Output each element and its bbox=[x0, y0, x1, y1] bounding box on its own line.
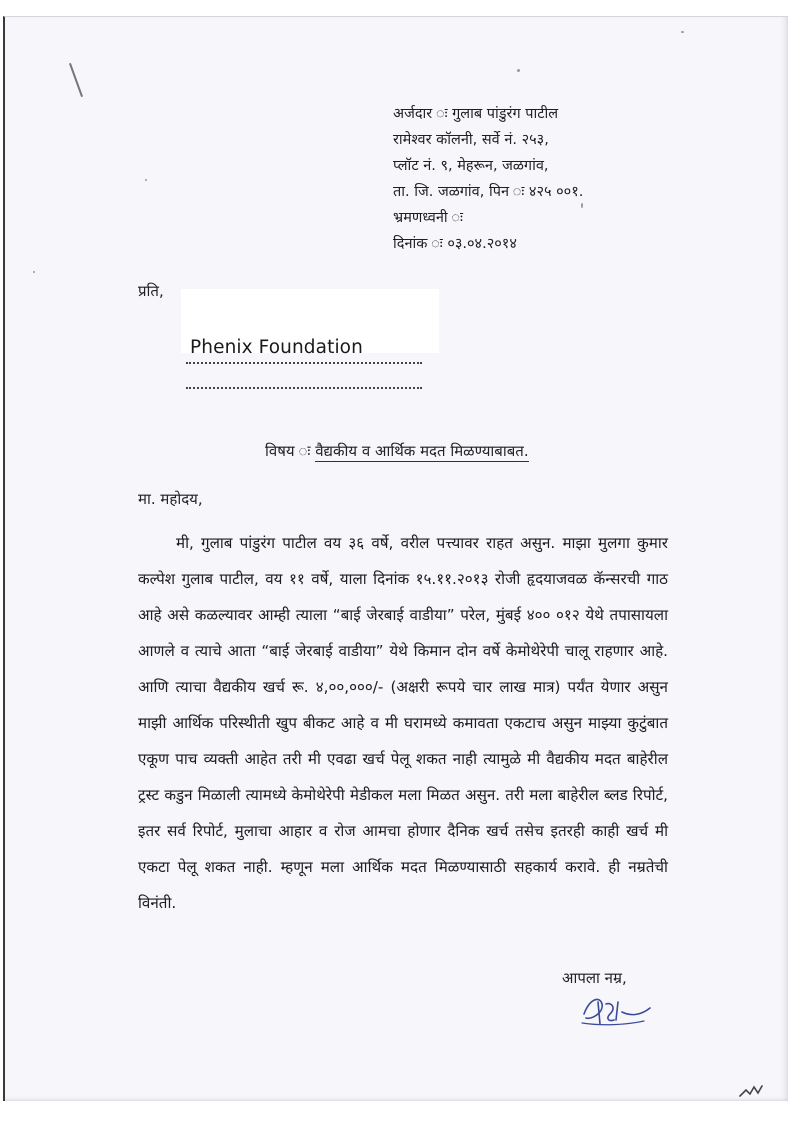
closing-line: आपला नम्र, bbox=[562, 969, 627, 987]
scan-speck bbox=[145, 179, 147, 181]
address-line: प्लॉट नं. ९, मेहरून, जळगांव, bbox=[393, 158, 549, 174]
subject-label: विषय ः bbox=[265, 442, 316, 460]
phone-line: भ्रमणध्वनी ः bbox=[393, 210, 463, 226]
subject-text: वैद्यकीय व आर्थिक मदत मिळण्याबाबत. bbox=[315, 442, 529, 460]
staple-mark bbox=[69, 63, 83, 98]
date-line: दिनांक ः ०३.०४.२०१४ bbox=[393, 236, 517, 252]
signature-mark bbox=[578, 990, 654, 1028]
letter-body: मी, गुलाब पांडुरंग पाटील वय ३६ वर्षे, वरील पत्त्यावर राहत असुन. माझा मुलगा कुमार कल्पेश गुलाब पाटील, वय ११ वर्षे, याला दिनांक १५.११.२०१३ रोजी हृदयाजवळ कॅन्सरची गाठ आहे असे कळल्यावर आम्ही त्याला “बाई जेरबाई वाडीया” परेल, मुंबई ४०० ०१२ येथे तपासायला आणले व त्याचे आता “बाई जेरबाई वाडीया” येथे किमान दोन वर्षे केमोथेरेपी चालू राहणार आहे. आणि त्याचा वैद्यकीय खर्च रू. ४,००,०००/- (अक्षरी रूपये चार लाख मात्र) पर्यंत येणार असुन माझी आर्थिक परिस्थीती खुप बीकट आहे व मी घरामध्ये कमावता एकटाच असुन माझ्या कुटुंबात एकूण पाच व्यक्ती आहेत तरी मी एवढा खर्च पेलू शकत नाही त्यामुळे मी वैद्यकीय मदत बाहेरील ट्रस्ट कडुन मिळाली त्यामध्ये केमोथेरेपी मेडीकल मला मिळत असुन. तरी मला बाहेरील ब्लड रिपोर्ट, इतर सर्व रिपोर्ट, मुलाचा आहार व रोज आमचा होणार दैनिक खर्च तसेच इतरही काही खर्च मी एकटा पेलू शकत नाही. म्हणून मला आर्थिक मदत मिळण्यासाठी सहकार्य करावे. ही नम्रतेची विनंती. bbox=[138, 534, 668, 912]
corner-scribble-mark bbox=[738, 1084, 766, 1098]
dotted-line bbox=[186, 362, 422, 364]
recipient-name: Phenix Foundation bbox=[190, 337, 363, 358]
salutation: मा. महोदय, bbox=[138, 490, 203, 508]
address-line: रामेश्वर कॉलनी, सर्वे नं. २५३, bbox=[393, 132, 549, 148]
dotted-line bbox=[186, 387, 422, 389]
scan-speck bbox=[681, 31, 684, 33]
sender-address-block bbox=[393, 101, 583, 257]
applicant-line: अर्जदार ः गुलाब पांडुरंग पाटील bbox=[393, 106, 559, 122]
scan-speck bbox=[517, 69, 520, 72]
recipient-prefix: प्रति, bbox=[138, 282, 164, 300]
scan-speck bbox=[33, 271, 35, 273]
subject-line bbox=[265, 441, 529, 461]
address-line: ता. जि. जळगांव, पिन ः ४२५ ००१. bbox=[393, 184, 584, 200]
